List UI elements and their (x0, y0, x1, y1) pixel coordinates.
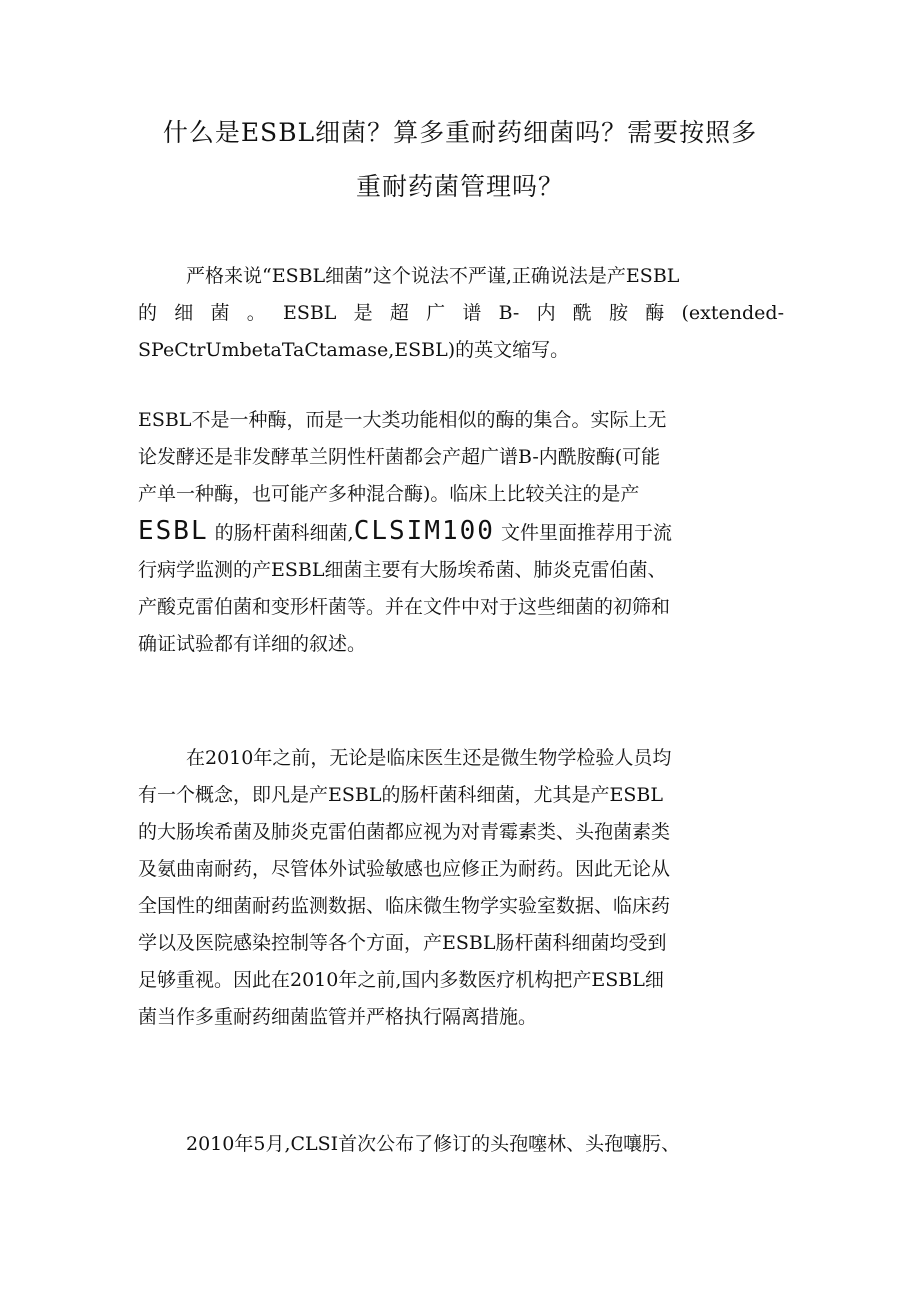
text-line: 产酸克雷伯菌和变形杆菌等。并在文件中对于这些细菌的初筛和 (138, 596, 671, 618)
text-line: 严格来说“ESBL细菌”这个说法不严谨,正确说法是产ESBL (186, 265, 680, 287)
paragraph-2010-may (138, 1126, 784, 1163)
text-line: 的细菌。ESBL是超广谱B-内酰胺酶(extended- (138, 302, 784, 324)
text-line: 菌当作多重耐药细菌监管并严格执行隔离措施。 (138, 1006, 538, 1028)
paragraph-before-2010 (138, 740, 784, 1036)
text-line: 及氨曲南耐药，尽管体外试验敏感也应修正为耐药。因此无论从 (138, 858, 671, 880)
document-title (130, 106, 790, 214)
text-line: 产单一种酶，也可能产多种混合酶)。临床上比较关注的是产 (138, 483, 640, 505)
text-line: 2010年5月,CLSI首次公布了修订的头孢噻林、头孢嚷肟、 (186, 1133, 681, 1155)
text-line: ESBL不是一种酶，而是一大类功能相似的酶的集合。实际上无 (138, 409, 667, 431)
text-segment: 文件里面推荐用于流 (501, 522, 673, 544)
text-line: 有一个概念，即凡是产ESBL的肠杆菌科细菌，尤其是产ESBL (138, 784, 663, 806)
text-line: 学以及医院感染控制等各个方面，产ESBL肠杆菌科细菌均受到 (138, 932, 667, 954)
text-line: 足够重视。因此在2010年之前,国内多数医疗机构把产ESBL细 (138, 969, 664, 991)
text-large-clsi: CLSIM100 (353, 516, 495, 546)
text-line: SPeCtrUmbetaTaCtamase,ESBL)的英文缩写。 (138, 339, 570, 361)
text-line: 全国性的细菌耐药监测数据、临床微生物学实验室数据、临床药 (138, 895, 671, 917)
text-line: 的大肠埃希菌及肺炎克雷伯菌都应视为对青霉素类、头孢菌素类 (138, 821, 671, 843)
paragraph-enzyme-group (138, 402, 784, 663)
text-line: 论发酵还是非发酵革兰阴性杆菌都会产超广谱B-内酰胺酶(可能 (138, 446, 661, 468)
text-line: 在2010年之前，无论是临床医生还是微生物学检验人员均 (186, 747, 672, 769)
text-large-esbl: ESBL (138, 516, 209, 546)
paragraph-definition (138, 258, 784, 369)
text-line: 行病学监测的产ESBL细菌主要有大肠埃希菌、肺炎克雷伯菌、 (138, 559, 667, 581)
text-line-mixed (138, 513, 784, 552)
title-line-1: 什么是ESBL细菌？算多重耐药细菌吗？需要按照多 (162, 118, 758, 147)
text-segment: 的肠杆菌科细菌, (214, 522, 354, 544)
text-line: 确证试验都有详细的叙述。 (138, 633, 367, 655)
title-line-2: 重耐药菌管理吗？ (355, 172, 564, 201)
